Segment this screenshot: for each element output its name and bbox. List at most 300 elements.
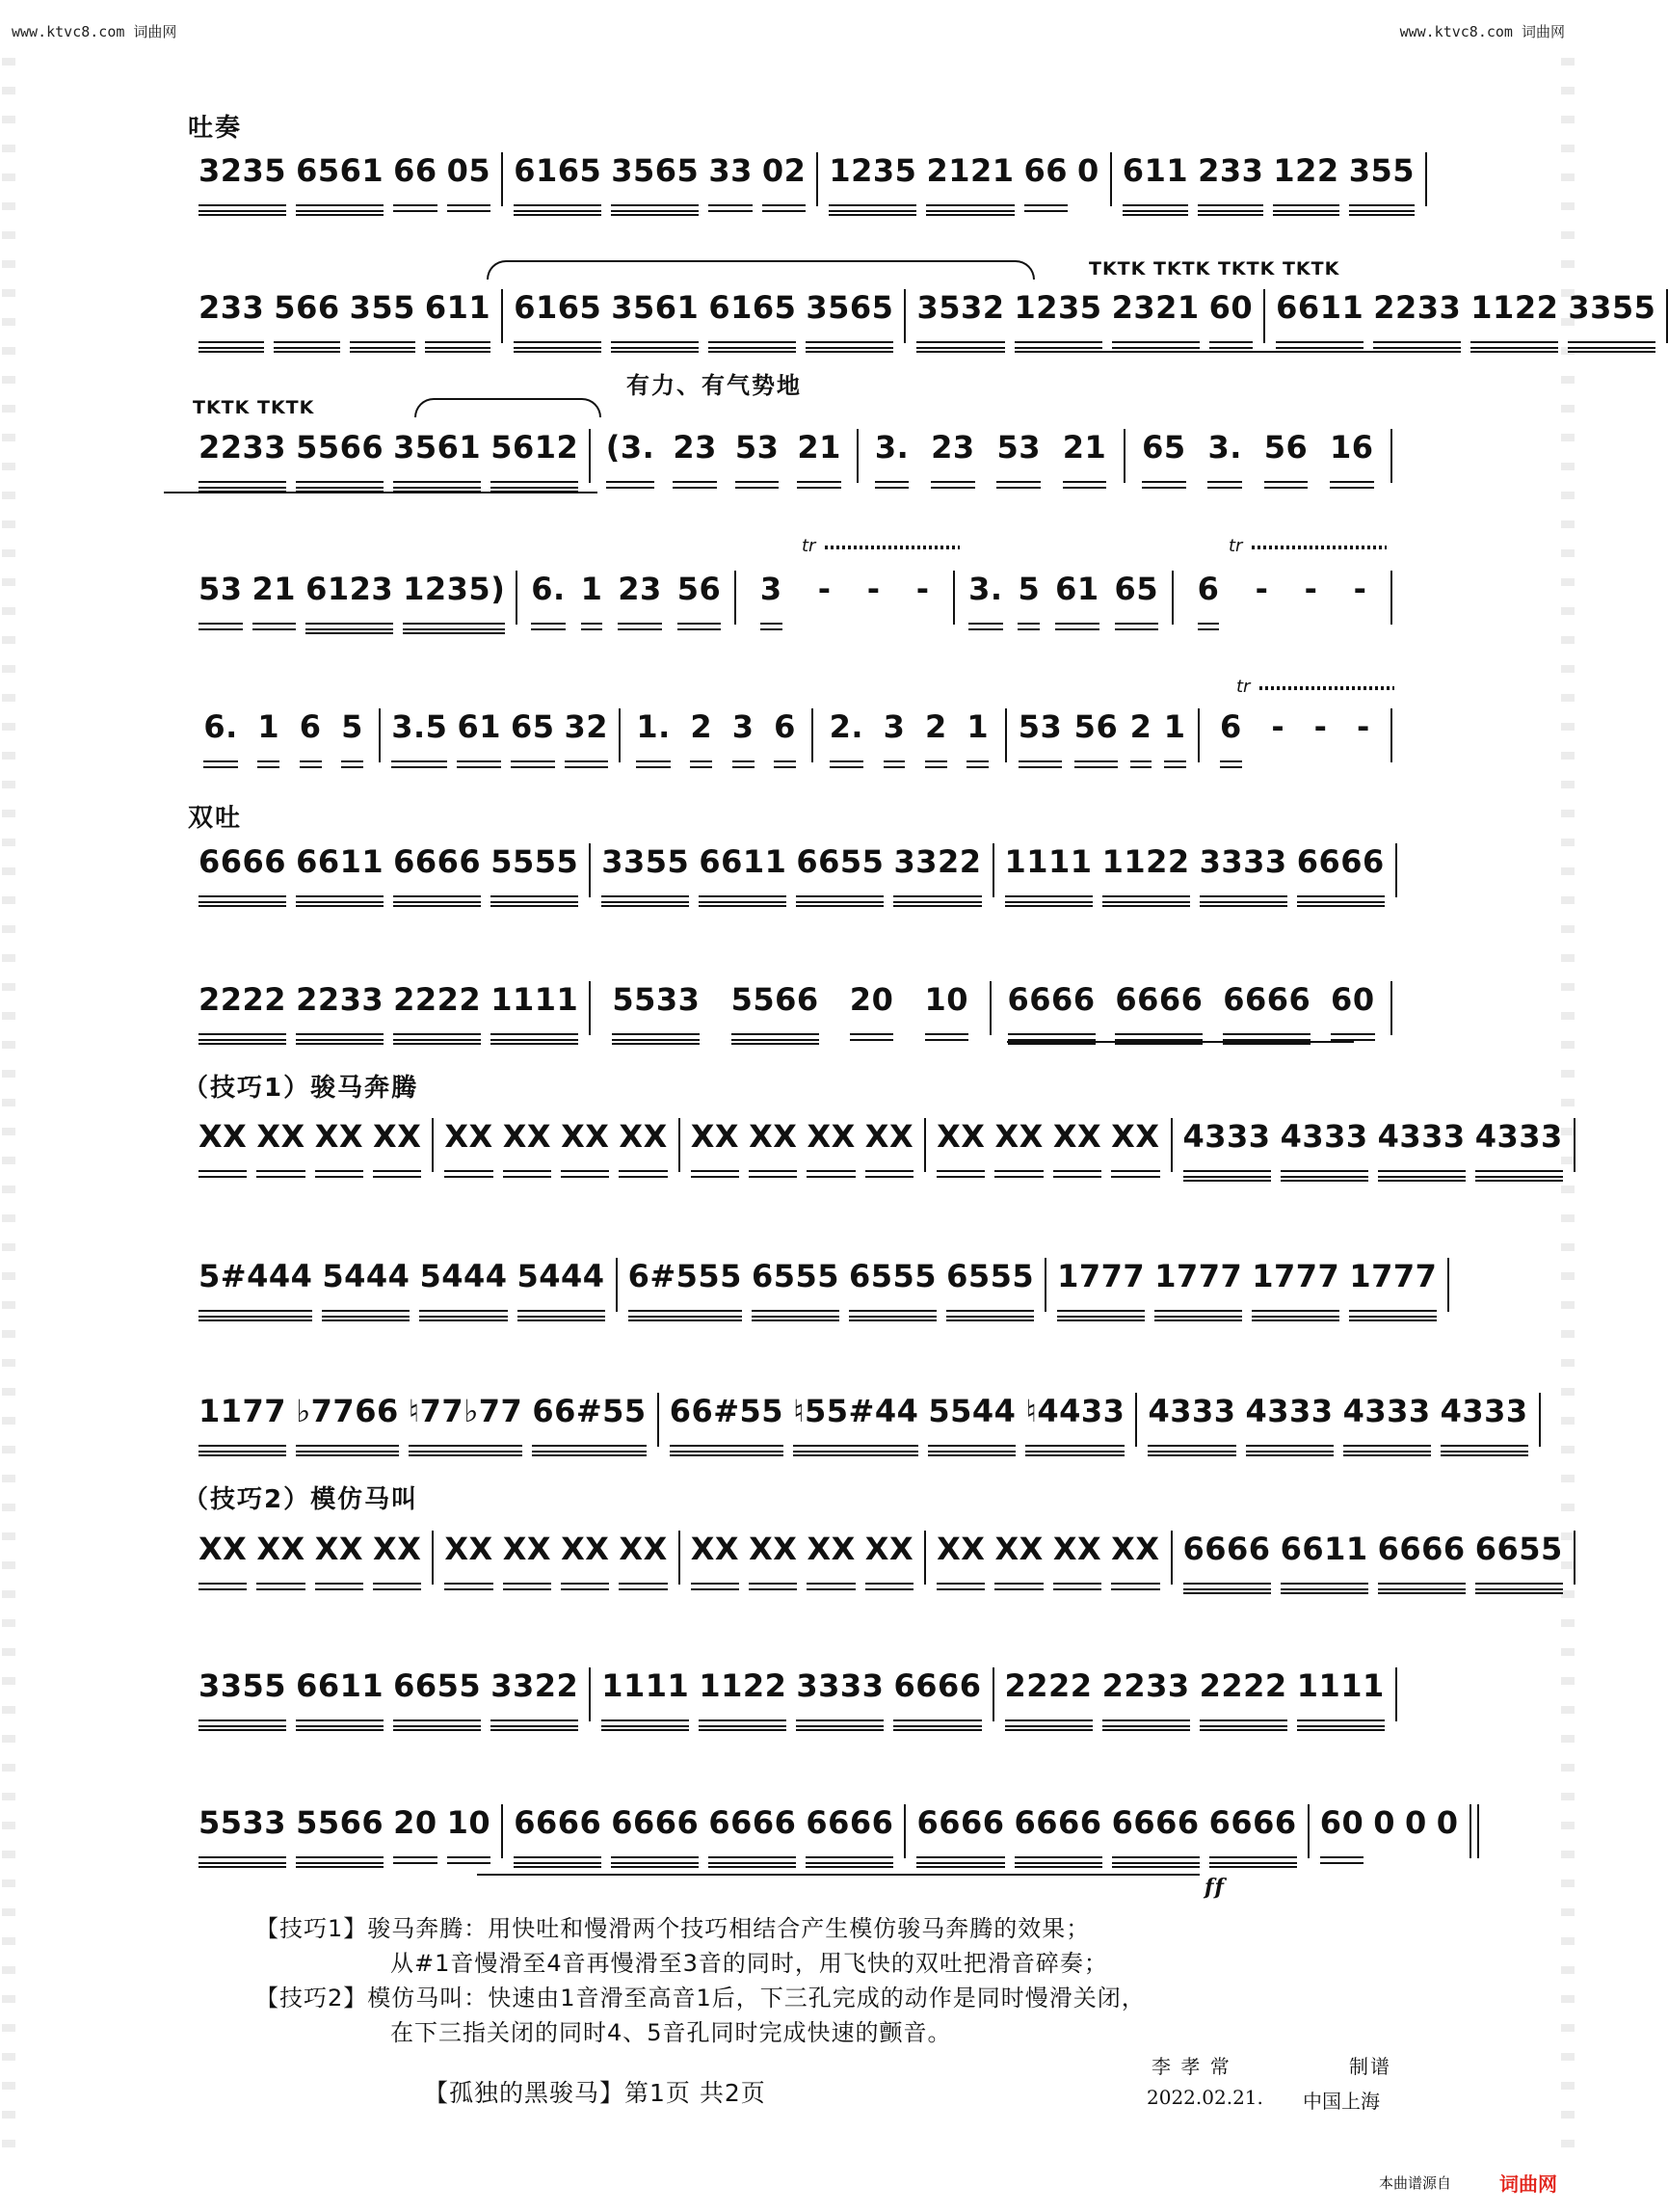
measure — [1125, 429, 1392, 483]
measure — [1310, 1804, 1471, 1858]
note-group: ♮55#44 — [793, 1393, 918, 1447]
score-row — [188, 981, 1392, 1035]
note-group: 122 — [1273, 152, 1338, 206]
measure — [188, 981, 591, 1035]
note-group: 6 — [1220, 708, 1242, 762]
measure — [591, 981, 992, 1035]
note-group: 5544 — [928, 1393, 1016, 1447]
note-group: XX — [199, 1118, 247, 1172]
measure — [517, 571, 736, 625]
note-group: - — [866, 571, 881, 607]
note-group: 60 — [1320, 1804, 1364, 1858]
note-group: XX — [315, 1531, 363, 1585]
note-group: 3355 — [601, 843, 689, 897]
score-row — [188, 708, 1392, 762]
measure — [503, 289, 906, 343]
note-group: XX — [373, 1531, 421, 1585]
note-group: 6555 — [849, 1258, 937, 1312]
footnote-2: 从#1音慢滑至4音再慢滑至3音的同时，用飞快的双吐把滑音碎奏； — [390, 1950, 1108, 1977]
note-group: XX — [937, 1118, 985, 1172]
note-group: 61 — [1055, 571, 1099, 625]
note-group: XX — [749, 1118, 797, 1172]
credit-role: 制谱 — [1349, 2055, 1391, 2078]
note-group: XX — [865, 1118, 913, 1172]
note-group: 1122 — [1102, 843, 1190, 897]
note-group: 56 — [677, 571, 722, 625]
measure — [818, 152, 1111, 206]
note-group: 1111 — [490, 981, 578, 1035]
note-group: XX — [373, 1118, 421, 1172]
note-group: 6666 — [1112, 1804, 1200, 1858]
measure — [591, 843, 993, 897]
note-group: 6666 — [514, 1804, 601, 1858]
note-group: 6 — [1198, 571, 1220, 625]
score-row — [188, 1258, 1438, 1312]
note-group: 2233 — [199, 429, 286, 483]
note-group: 6666 — [611, 1804, 699, 1858]
note-group: 2 — [1130, 708, 1152, 762]
note-group: 6611 — [1281, 1531, 1368, 1585]
score-row — [188, 1393, 1528, 1447]
note-group: 6666 — [1008, 981, 1096, 1035]
note-group: 66#55 — [670, 1393, 783, 1447]
note-group: - — [1271, 708, 1285, 745]
score-row — [188, 1667, 1392, 1721]
page-indicator: 【孤独的黑骏马】第1页 共2页 — [424, 2079, 766, 2107]
measure — [188, 1531, 434, 1585]
measure — [906, 289, 1265, 343]
measure — [591, 1667, 993, 1721]
note-group: 21 — [252, 571, 297, 625]
note-group: XX — [256, 1118, 304, 1172]
measure — [1046, 1258, 1449, 1312]
note-group: 1. — [636, 708, 670, 762]
note-group: 5533 — [199, 1804, 286, 1858]
note-group: 5566 — [731, 981, 819, 1035]
note-group: 2 — [925, 708, 947, 762]
note-group: 5#444 — [199, 1258, 312, 1312]
note-group: 1 — [1164, 708, 1186, 762]
note-group: XX — [1111, 1531, 1159, 1585]
slur-row2 — [487, 260, 1035, 280]
note-group: 23 — [931, 429, 975, 483]
note-group: XX — [503, 1531, 551, 1585]
note-group: 6#555 — [628, 1258, 742, 1312]
note-group: 355 — [350, 289, 415, 343]
note-group: 65 — [511, 708, 555, 762]
note-group: 233 — [199, 289, 264, 343]
measure — [503, 152, 818, 206]
note-group: 3322 — [893, 843, 981, 897]
tongue-marks-row3: TKTK TKTK — [193, 397, 315, 418]
note-group: 2233 — [1102, 1667, 1190, 1721]
note-group: XX — [807, 1118, 855, 1172]
note-group: 6666 — [1209, 1804, 1297, 1858]
note-group: XX — [256, 1531, 304, 1585]
note-group: 3561 — [611, 289, 699, 343]
note-group: 1 — [581, 571, 603, 625]
brand-logo[interactable]: 词曲网 — [1499, 2172, 1557, 2196]
measure — [591, 429, 858, 483]
note-group: 5444 — [419, 1258, 507, 1312]
measure — [813, 708, 1006, 762]
right-watermark-strip — [1561, 58, 1575, 2149]
note-group: 1111 — [601, 1667, 689, 1721]
note-group: 6666 — [1378, 1531, 1466, 1585]
note-group: 1122 — [699, 1667, 786, 1721]
underline-final — [477, 1874, 1200, 1876]
note-group: XX — [994, 1118, 1043, 1172]
note-group: XX — [561, 1118, 609, 1172]
note-group: 61 — [457, 708, 501, 762]
measure — [1112, 152, 1427, 206]
measure — [188, 708, 381, 762]
note-group: XX — [1053, 1118, 1101, 1172]
note-group: 16 — [1330, 429, 1374, 483]
note-group: 6666 — [1223, 981, 1311, 1035]
measure — [434, 1531, 679, 1585]
note-group: 32 — [565, 708, 609, 762]
footnote-3: 【技巧2】模仿马叫：快速由1音滑至高音1后，下三孔完成的动作是同时慢滑关闭， — [255, 1985, 1146, 2012]
site-header-left: www.ktvc8.com 词曲网 — [12, 23, 177, 40]
section-label-youli: 有力、有气势地 — [626, 372, 802, 399]
note-group: - — [1313, 708, 1328, 745]
score-row — [188, 843, 1392, 897]
note-group: ♮4433 — [1025, 1393, 1125, 1447]
measure — [926, 1118, 1172, 1172]
note-group: 66#55 — [532, 1393, 646, 1447]
note-group: XX — [807, 1531, 855, 1585]
note-group: 6 — [300, 708, 322, 762]
note-group: ♮77♭77 — [409, 1393, 523, 1447]
underline-row7 — [1007, 1041, 1354, 1043]
note-group: 6 — [774, 708, 796, 762]
note-group: XX — [315, 1118, 363, 1172]
note-group: 6666 — [708, 1804, 796, 1858]
measure — [736, 571, 955, 625]
note-group: 5555 — [490, 843, 578, 897]
footnote-1: 【技巧1】骏马奔腾：用快吐和慢滑两个技巧相结合产生模仿骏马奔腾的效果； — [255, 1915, 1091, 1942]
note-group: 3 — [884, 708, 906, 762]
score-row — [188, 1804, 1459, 1858]
slur-row3 — [414, 398, 601, 417]
note-group: 1111 — [1005, 843, 1093, 897]
note-group: 4333 — [1148, 1393, 1235, 1447]
note-group: 1111 — [1297, 1667, 1385, 1721]
note-group: 6165 — [514, 152, 601, 206]
credit-place: 中国上海 — [1303, 2090, 1380, 2113]
note-group: 65 — [1142, 429, 1186, 483]
note-group: - — [1255, 571, 1269, 607]
note-group: XX — [444, 1531, 492, 1585]
note-group: 1235 — [829, 152, 916, 206]
measure — [621, 708, 813, 762]
note-group: - — [1356, 708, 1370, 745]
measure — [1007, 708, 1200, 762]
note-group: 5444 — [322, 1258, 410, 1312]
note-group: 6666 — [393, 843, 481, 897]
section-label-tuzou: 吐奏 — [188, 114, 243, 143]
note-group: 3333 — [1200, 843, 1287, 897]
note-group: 6655 — [1475, 1531, 1563, 1585]
measure — [680, 1118, 926, 1172]
note-group: 0 — [1436, 1804, 1459, 1841]
note-group: 0 — [1373, 1804, 1395, 1841]
note-group: 2222 — [199, 981, 286, 1035]
measure — [188, 1804, 503, 1858]
note-group: 6611 — [296, 1667, 384, 1721]
measure — [188, 571, 517, 625]
score-row — [188, 1531, 1563, 1585]
note-group: 4333 — [1246, 1393, 1334, 1447]
note-group: 1122 — [1470, 289, 1558, 343]
note-group: 6165 — [708, 289, 796, 343]
note-group: 2121 — [926, 152, 1014, 206]
note-group: 6165 — [514, 289, 601, 343]
note-group: 4333 — [1343, 1393, 1431, 1447]
note-group: XX — [691, 1118, 739, 1172]
credit-author: 李 孝 常 — [1152, 2055, 1231, 2078]
tongue-marks-row2: TKTK TKTK TKTK TKTK — [1089, 258, 1340, 280]
credit-date: 2022.02.21. — [1147, 2086, 1263, 2109]
note-group: 20 — [850, 981, 894, 1035]
note-group: 6666 — [893, 1667, 981, 1721]
note-group: 66 — [393, 152, 437, 206]
note-group: 3532 — [916, 289, 1004, 343]
trill-mark-3: tr — [1236, 677, 1251, 697]
measure — [381, 708, 621, 762]
note-group: 23 — [618, 571, 662, 625]
score-row — [188, 152, 1415, 206]
section-label-shuangtu: 双吐 — [188, 804, 243, 833]
measure — [992, 981, 1392, 1035]
note-group: XX — [691, 1531, 739, 1585]
note-group: 3565 — [806, 289, 893, 343]
note-group: 355 — [1349, 152, 1415, 206]
measure — [1265, 289, 1668, 343]
note-group: 1235) — [403, 571, 505, 625]
note-group: 3565 — [611, 152, 699, 206]
note-group: 233 — [1198, 152, 1263, 206]
note-group: - — [1304, 571, 1318, 607]
measure — [188, 843, 591, 897]
measure — [188, 1118, 434, 1172]
note-group: 4333 — [1475, 1118, 1563, 1172]
note-group: 0 — [1077, 152, 1099, 189]
note-group: 6666 — [916, 1804, 1004, 1858]
note-group: 6666 — [1297, 843, 1385, 897]
measure — [926, 1531, 1172, 1585]
note-group: 5612 — [490, 429, 578, 483]
note-group: 53 — [199, 571, 243, 625]
note-group: 10 — [447, 1804, 491, 1858]
note-group: 6666 — [1015, 1804, 1102, 1858]
note-group: 4333 — [1441, 1393, 1528, 1447]
note-group: XX — [994, 1531, 1043, 1585]
note-group: XX — [619, 1531, 667, 1585]
note-group: 2. — [830, 708, 863, 762]
note-group: 2321 — [1112, 289, 1200, 343]
measure — [859, 429, 1125, 483]
note-group: 66 — [1024, 152, 1069, 206]
note-group: 6611 — [296, 843, 384, 897]
measure — [1173, 1531, 1575, 1585]
measure — [955, 571, 1174, 625]
measure — [188, 289, 503, 343]
note-group: 1777 — [1349, 1258, 1437, 1312]
note-group: 2233 — [296, 981, 384, 1035]
note-group: 3355 — [1568, 289, 1655, 343]
note-group: 1777 — [1057, 1258, 1145, 1312]
score-row — [188, 289, 1656, 343]
measure — [1173, 1118, 1575, 1172]
note-group: 611 — [425, 289, 490, 343]
trill-mark-2: tr — [1229, 536, 1243, 556]
note-group: 5444 — [517, 1258, 605, 1312]
note-group: 23 — [673, 429, 717, 483]
note-group: 56 — [1074, 708, 1119, 762]
note-group: 2222 — [1005, 1667, 1093, 1721]
note-group: XX — [749, 1531, 797, 1585]
note-group: 6666 — [1183, 1531, 1271, 1585]
note-group: 3. — [875, 429, 909, 483]
note-group: 4333 — [1378, 1118, 1466, 1172]
note-group: 566 — [274, 289, 339, 343]
site-header-right: www.ktvc8.com 词曲网 — [1399, 23, 1565, 40]
left-watermark-strip — [2, 58, 15, 2149]
note-group: 2222 — [1200, 1667, 1287, 1721]
note-group: 2233 — [1373, 289, 1461, 343]
note-group: (3. — [606, 429, 655, 483]
note-group: 21 — [1063, 429, 1107, 483]
note-group: XX — [937, 1531, 985, 1585]
measure — [188, 1393, 659, 1447]
note-group: 5533 — [612, 981, 700, 1035]
note-group: XX — [619, 1118, 667, 1172]
measure — [503, 1804, 906, 1858]
note-group: 6555 — [752, 1258, 839, 1312]
measure — [1137, 1393, 1540, 1447]
note-group: XX — [1053, 1531, 1101, 1585]
note-group: 6. — [531, 571, 565, 625]
measure — [659, 1393, 1138, 1447]
note-group: 6. — [203, 708, 237, 762]
trill-mark-1: tr — [802, 536, 816, 556]
note-group: 3333 — [796, 1667, 884, 1721]
note-group: 5 — [1018, 571, 1040, 625]
note-group: 6666 — [199, 843, 286, 897]
note-group: 33 — [708, 152, 753, 206]
note-group: 6655 — [393, 1667, 481, 1721]
note-group: XX — [1111, 1118, 1159, 1172]
note-group: 1 — [966, 708, 989, 762]
measure — [618, 1258, 1047, 1312]
measure — [188, 1667, 591, 1721]
score-row — [188, 429, 1392, 483]
note-group: 3 — [732, 708, 755, 762]
note-group: 5566 — [296, 1804, 384, 1858]
measure — [188, 429, 591, 483]
measure — [188, 1258, 618, 1312]
note-group: 53 — [1019, 708, 1063, 762]
dynamic-ff: ff — [1205, 1875, 1225, 1900]
note-group: 3 — [760, 571, 782, 625]
measure — [1174, 571, 1392, 625]
note-group: 20 — [393, 1804, 437, 1858]
underline-row2 — [1089, 351, 1388, 353]
footnote-4: 在下三指关闭的同时4、5音孔同时完成快速的颤音。 — [390, 2019, 952, 2046]
measure — [1200, 708, 1392, 762]
note-group: 2 — [690, 708, 712, 762]
note-group: 6655 — [796, 843, 884, 897]
note-group: 3. — [968, 571, 1002, 625]
note-group: 6555 — [946, 1258, 1034, 1312]
note-group: 3.5 — [391, 708, 447, 762]
measure — [188, 152, 503, 206]
note-group: 4333 — [1183, 1118, 1271, 1172]
note-group: 21 — [797, 429, 841, 483]
note-group: 10 — [925, 981, 969, 1035]
note-group: 1777 — [1252, 1258, 1339, 1312]
measure — [680, 1531, 926, 1585]
note-group: - — [1353, 571, 1367, 607]
note-group: XX — [199, 1531, 247, 1585]
note-group: 1 — [257, 708, 279, 762]
note-group: 6666 — [806, 1804, 893, 1858]
note-group: 3322 — [490, 1667, 578, 1721]
note-group: 3235 — [199, 152, 286, 206]
note-group: 02 — [762, 152, 807, 206]
note-group: 60 — [1331, 981, 1375, 1035]
note-group: XX — [865, 1531, 913, 1585]
note-group: 4333 — [1281, 1118, 1368, 1172]
note-group: XX — [561, 1531, 609, 1585]
section-label-jiqiao2: （技巧2）模仿马叫 — [183, 1485, 419, 1514]
measure — [906, 1804, 1309, 1858]
note-group: 6561 — [296, 152, 384, 206]
note-group: 2222 — [393, 981, 481, 1035]
note-group: 5 — [341, 708, 363, 762]
note-group: 1177 — [199, 1393, 286, 1447]
note-group: - — [817, 571, 832, 607]
measure — [434, 1118, 679, 1172]
note-group: 3. — [1207, 429, 1241, 483]
note-group: 5566 — [296, 429, 384, 483]
note-group: 611 — [1123, 152, 1188, 206]
note-group: 1777 — [1154, 1258, 1242, 1312]
note-group: 56 — [1264, 429, 1309, 483]
note-group: 6666 — [1115, 981, 1203, 1035]
note-group: 53 — [735, 429, 780, 483]
note-group: 6123 — [305, 571, 393, 625]
note-group: 1235 — [1015, 289, 1102, 343]
note-group: 65 — [1115, 571, 1159, 625]
score-row — [188, 1118, 1563, 1172]
underline-row3 — [164, 492, 597, 493]
note-group: 3561 — [393, 429, 481, 483]
note-group: 0 — [1404, 1804, 1427, 1841]
note-group: XX — [444, 1118, 492, 1172]
source-label: 本曲谱源自 — [1378, 2174, 1451, 2192]
note-group: 6611 — [699, 843, 786, 897]
note-group: 05 — [447, 152, 491, 206]
note-group: XX — [503, 1118, 551, 1172]
note-group: 6611 — [1276, 289, 1364, 343]
measure — [994, 1667, 1397, 1721]
note-group: 3355 — [199, 1667, 286, 1721]
note-group: 60 — [1209, 289, 1254, 343]
note-group: ♭7766 — [296, 1393, 399, 1447]
